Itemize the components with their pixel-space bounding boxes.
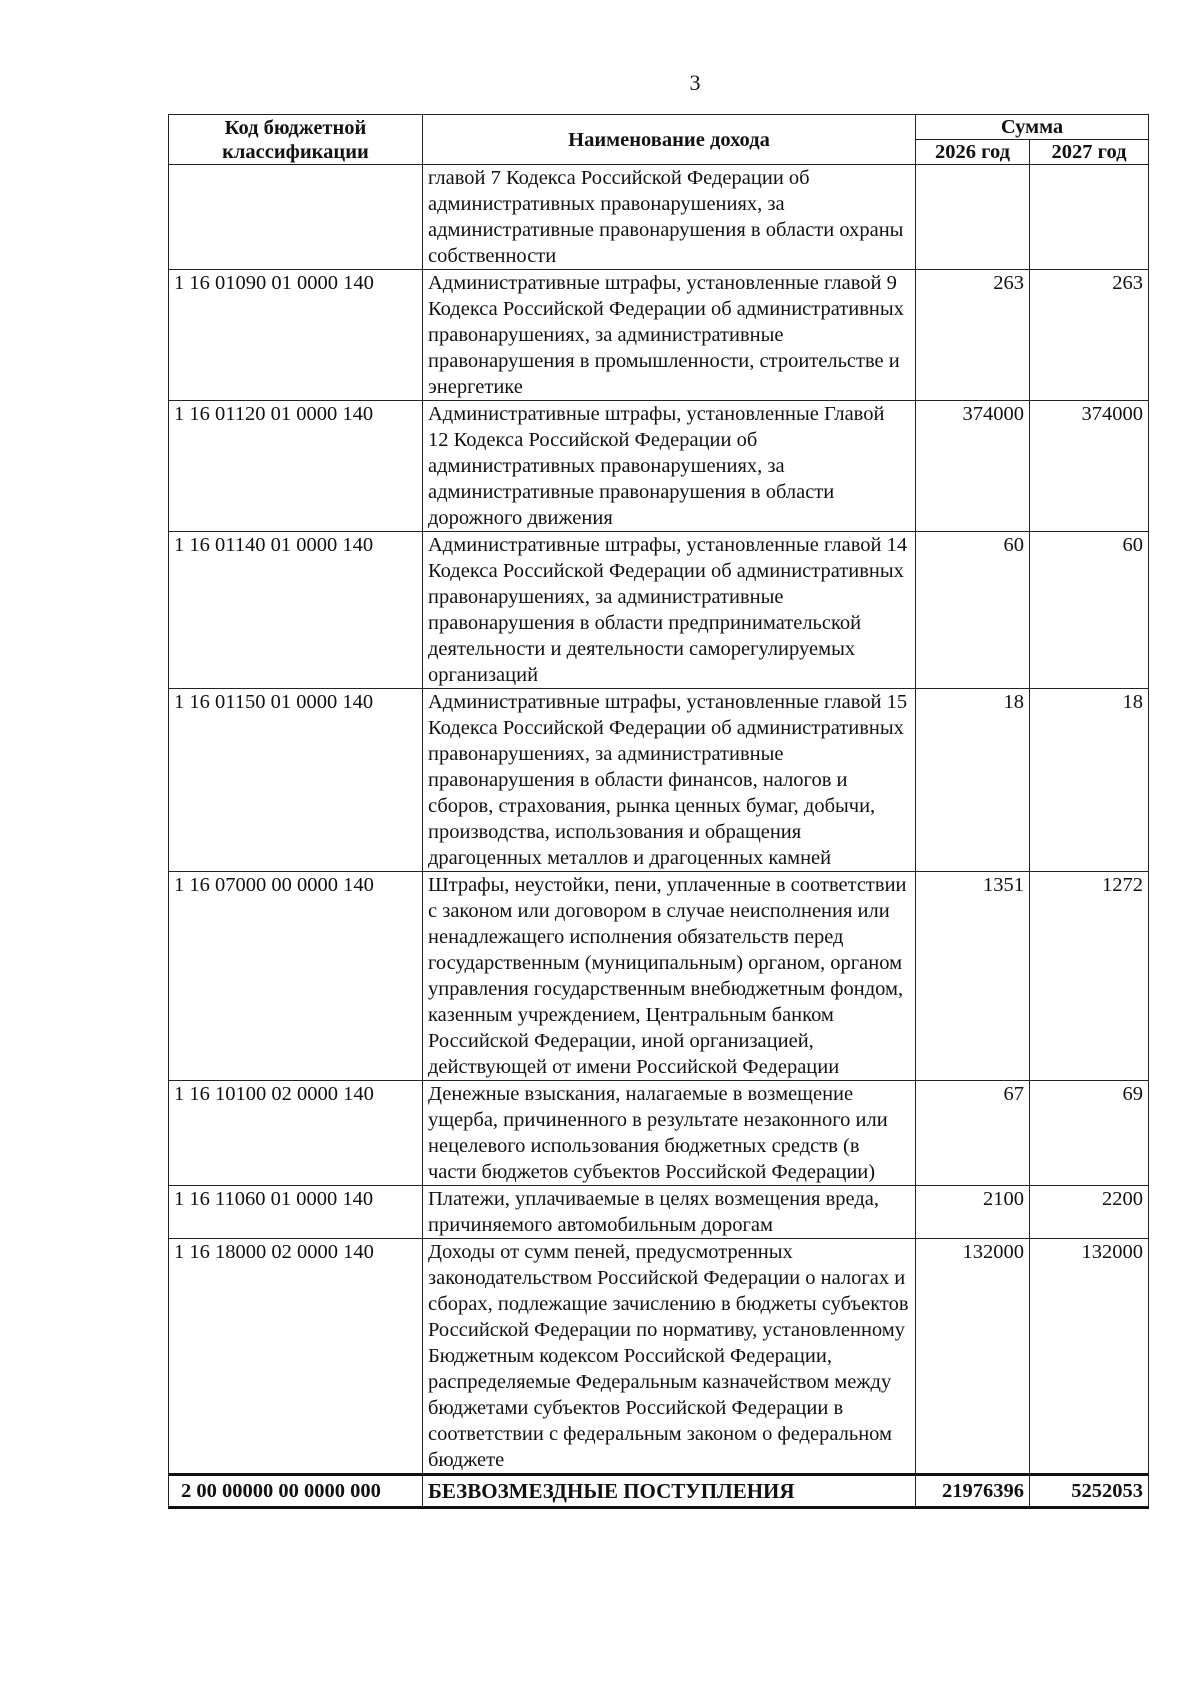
header-code: Код бюджетной классификации [169,115,423,165]
header-year-2026: 2026 год [916,140,1030,165]
row-value-2026 [916,165,1030,270]
header-year-2027: 2027 год [1030,140,1149,165]
row-value-2027: 263 [1030,270,1149,401]
row-name: Административные штрафы, установленные Главой 12 Кодекса Российской Федерации об административных правонарушениях, за административные правонарушения в области дорожного движения [423,401,916,532]
table-row [169,165,1149,270]
row-name: Административные штрафы, установленные главой 9 Кодекса Российской Федерации об административных правонарушениях, за административные правонарушения в промышленности, строительстве и энергетике [423,270,916,401]
table-row [169,1239,1149,1475]
row-value-2027: 2200 [1030,1186,1149,1239]
table-row [169,532,1149,689]
row-value-2027 [1030,165,1149,270]
row-code: 1 16 07000 00 0000 140 [169,872,423,1081]
row-value-2026: 1351 [916,872,1030,1081]
row-name: Денежные взыскания, налагаемые в возмещение ущерба, причиненного в результате незаконного или нецелевого использования бюджетных средств (в части бюджетов субъектов Российской Федерации) [423,1081,916,1186]
total-value-2026: 21976396 [916,1475,1030,1508]
row-value-2027: 374000 [1030,401,1149,532]
row-name: Административные штрафы, установленные главой 15 Кодекса Российской Федерации об административных правонарушениях, за административные правонарушения в области финансов, налогов и сборов, страхования, рынка ценных бумаг, добычи, производства, использования и обращения драгоценных металлов и драгоценных камней [423,689,916,872]
row-value-2027: 69 [1030,1081,1149,1186]
table-row [169,270,1149,401]
row-name: Доходы от сумм пеней, предусмотренных законодательством Российской Федерации о налогах и сборах, подлежащие зачислению в бюджеты субъектов Российской Федерации по нормативу, установленному Бюджетным кодексом Российской Федерации, распределяемые Федеральным казначейством между бюджетами субъектов Российской Федерации в соответствии с федеральным законом о федеральном бюджете [423,1239,916,1475]
row-code: 1 16 01140 01 0000 140 [169,532,423,689]
table-row [169,689,1149,872]
row-name: Платежи, уплачиваемые в целях возмещения вреда, причиняемого автомобильным дорогам [423,1186,916,1239]
page-number: 3 [689,70,701,95]
table-row [169,872,1149,1081]
row-value-2026: 132000 [916,1239,1030,1475]
row-value-2027: 1272 [1030,872,1149,1081]
row-value-2026: 67 [916,1081,1030,1186]
row-value-2027: 18 [1030,689,1149,872]
row-code: 1 16 01120 01 0000 140 [169,401,423,532]
total-row [169,1475,1149,1508]
row-code: 1 16 10100 02 0000 140 [169,1081,423,1186]
row-value-2027: 132000 [1030,1239,1149,1475]
row-value-2026: 374000 [916,401,1030,532]
table-row [169,401,1149,532]
row-name: главой 7 Кодекса Российской Федерации об административных правонарушениях, за административные правонарушения в области охраны собственности [423,165,916,270]
header-name: Наименование дохода [423,115,916,165]
row-code: 1 16 11060 01 0000 140 [169,1186,423,1239]
revenue-table [168,114,1149,1509]
row-code: 1 16 01090 01 0000 140 [169,270,423,401]
total-value-2027: 5252053 [1030,1475,1149,1508]
row-name: Административные штрафы, установленные главой 14 Кодекса Российской Федерации об административных правонарушениях, за административные правонарушения в области предпринимательской деятельности и деятельности саморегулируемых организаций [423,532,916,689]
total-name: БЕЗВОЗМЕЗДНЫЕ ПОСТУПЛЕНИЯ [423,1475,916,1508]
row-code: 1 16 01150 01 0000 140 [169,689,423,872]
header-sum: Сумма [916,115,1149,140]
row-value-2026: 263 [916,270,1030,401]
row-value-2026: 18 [916,689,1030,872]
row-value-2026: 60 [916,532,1030,689]
row-value-2027: 60 [1030,532,1149,689]
row-value-2026: 2100 [916,1186,1030,1239]
row-code [169,165,423,270]
row-code: 1 16 18000 02 0000 140 [169,1239,423,1475]
total-code: 2 00 00000 00 0000 000 [169,1475,423,1508]
table-row [169,1186,1149,1239]
row-name: Штрафы, неустойки, пени, уплаченные в соответствии с законом или договором в случае неисполнения или ненадлежащего исполнения обязательств перед государственным (муниципальным) органом, органом управления государственным внебюджетным фондом, казенным учреждением, Центральным банком Российской Федерации, иной организацией, действующей от имени Российской Федерации [423,872,916,1081]
table-row [169,1081,1149,1186]
